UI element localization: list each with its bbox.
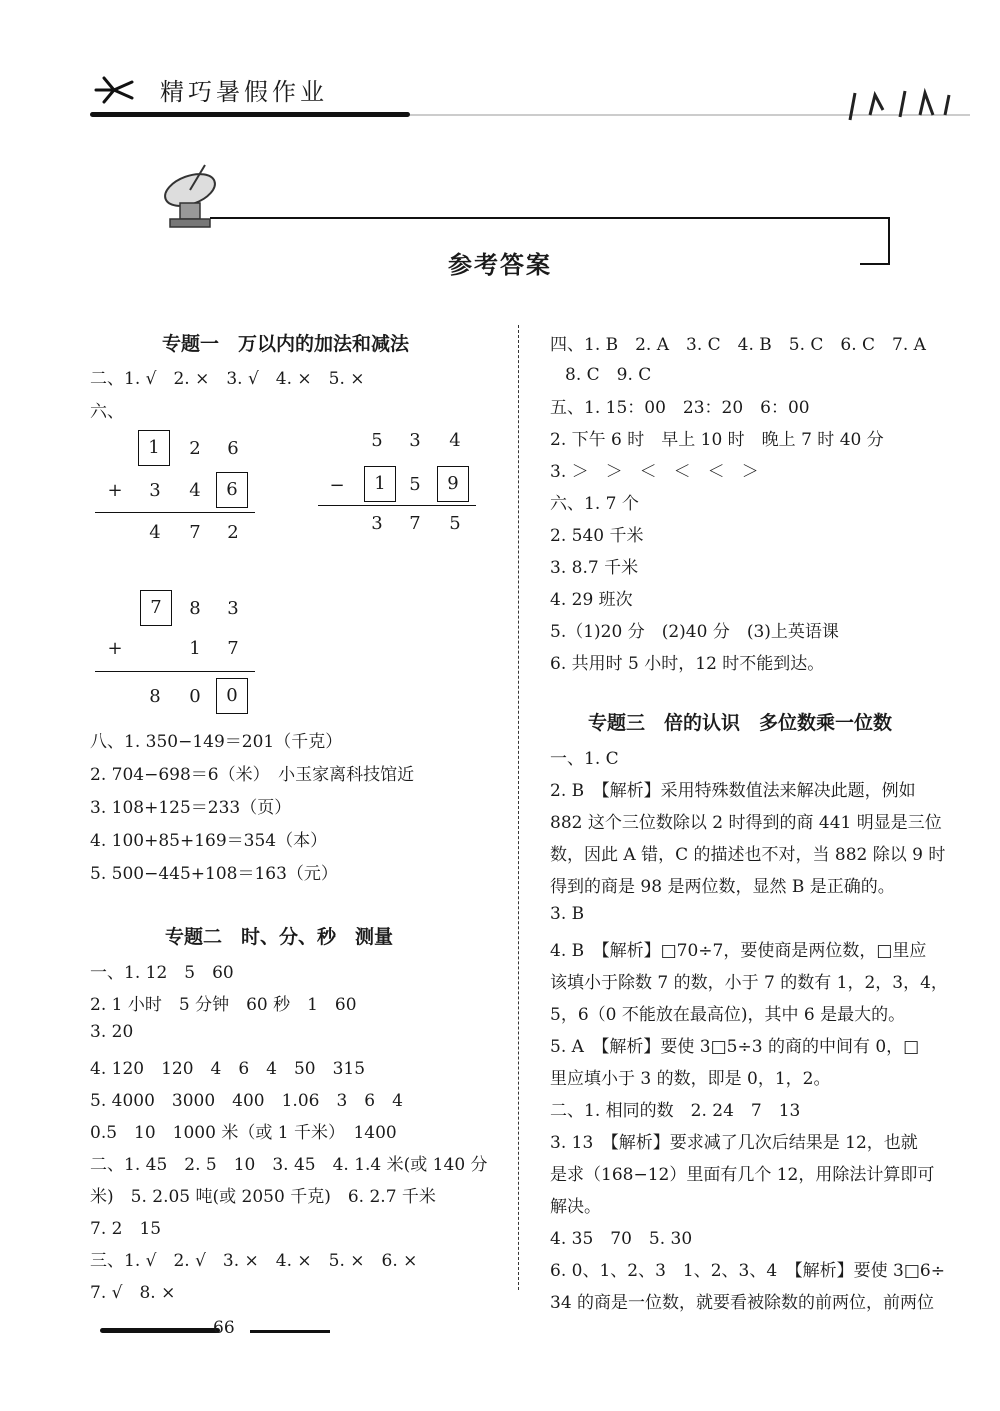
answer-line: 二、1. 45 2. 5 10 3. 45 4. 1.4 米(或 140 分	[90, 1155, 488, 1175]
page-number: 66	[213, 1318, 235, 1338]
answer-line: 二、1. √ 2. × 3. √ 4. × 5. ×	[90, 369, 365, 389]
answer-line: 3. ＞ ＞ ＜ ＜ ＜ ＞	[550, 462, 759, 482]
answer-line: 3. 20	[90, 1022, 134, 1042]
answer-box-digit: 1	[138, 430, 170, 466]
answer-line: 解决。	[550, 1197, 601, 1217]
answer-box-digit: 0	[216, 678, 248, 714]
answer-line: 二、1. 相同的数 2. 24 7 13	[550, 1101, 801, 1121]
answer-line: 该填小于除数 7 的数，小于 7 的数有 1，2，3，4，	[550, 973, 948, 993]
answer-line: 4. B 【解析】□70÷7，要使商是两位数，□里应	[550, 941, 927, 961]
answer-line: 2. 540 千米	[550, 526, 644, 546]
digit: 5	[449, 513, 461, 534]
digit: 8	[189, 598, 201, 619]
digit: 5	[409, 474, 421, 495]
footer-rule	[250, 1330, 330, 1333]
answer-line: 数，因此 A 错，C 的描述也不对，当 882 除以 9 时	[550, 845, 946, 865]
answer-line: 六、	[90, 402, 124, 422]
digit: 3	[227, 598, 239, 619]
answer-line: 3. 8.7 千米	[550, 558, 639, 578]
answer-line: 米) 5. 2.05 吨(或 2050 千克) 6. 2.7 千米	[90, 1187, 436, 1207]
answer-line: 3. 108+125＝233（页）	[90, 798, 292, 818]
answer-box-digit: 1	[364, 466, 396, 502]
answer-line: 六、1. 7 个	[550, 494, 639, 514]
digit: 4	[149, 522, 161, 543]
section-heading-3: 专题三 倍的认识 多位数乘一位数	[588, 712, 893, 734]
difference-line	[318, 505, 476, 506]
answer-line: 0.5 10 1000 米（或 1 千米） 1400	[90, 1123, 397, 1143]
answer-line: 34 的商是一位数，就要看被除数的前两位，前两位	[550, 1293, 935, 1313]
answer-line: 5. 500−445+108＝163（元）	[90, 864, 338, 884]
answer-line: 8. C 9. C	[565, 365, 652, 385]
answer-line: 6. 共用时 5 小时，12 时不能到达。	[550, 654, 825, 674]
answer-line: 三、1. √ 2. √ 3. × 4. × 5. × 6. ×	[90, 1251, 418, 1271]
answer-line: 6. 0、1、2、3 1、2、3、4 【解析】要使 3□6÷	[550, 1261, 945, 1281]
sum-line	[95, 671, 255, 672]
operator: +	[107, 638, 123, 659]
header-rule	[90, 112, 410, 117]
answer-line: 一、1. 12 5 60	[90, 963, 234, 983]
digit: 5	[371, 430, 383, 451]
satellite-dish-icon	[150, 155, 230, 235]
column-divider	[518, 325, 519, 1290]
footer-rule	[100, 1328, 220, 1333]
answer-line: 4. 35 70 5. 30	[550, 1229, 693, 1249]
answer-line: 2. B 【解析】采用特殊数值法来解决此题，例如	[550, 781, 916, 801]
section-heading-1: 专题一 万以内的加法和减法	[162, 333, 410, 355]
answer-line: 五、1. 15：00 23：20 6：00	[550, 398, 810, 418]
digit: 2	[227, 522, 239, 543]
answer-line: 是求（168−12）里面有几个 12，用除法计算即可	[550, 1165, 935, 1185]
answer-line: 4. 29 班次	[550, 590, 633, 610]
answer-line: 2. 704−698＝6（米） 小玉家离科技馆近	[90, 765, 415, 785]
page-title: 参考答案	[448, 251, 552, 279]
answer-line: 5. A 【解析】要使 3□5÷3 的商的中间有 0，□	[550, 1037, 920, 1057]
answer-line: 7. 2 15	[90, 1219, 162, 1239]
digit: 2	[189, 438, 201, 459]
digit: 7	[409, 513, 421, 534]
answer-box-digit: 9	[437, 466, 469, 502]
header-title: 精巧暑假作业	[160, 78, 328, 106]
operator: −	[329, 475, 345, 496]
digit: 0	[189, 686, 201, 707]
answer-line: 7. √ 8. ×	[90, 1283, 176, 1303]
answer-line: 2. 1 小时 5 分钟 60 秒 1 60	[90, 995, 357, 1015]
answer-line: 4. 120 120 4 6 4 50 315	[90, 1059, 366, 1079]
digit: 6	[227, 438, 239, 459]
title-rule	[210, 217, 890, 219]
section-heading-2: 专题二 时、分、秒 测量	[165, 926, 394, 948]
answer-box-digit: 6	[216, 472, 248, 508]
answer-line: 4. 100+85+169＝354（本）	[90, 831, 328, 851]
digit: 8	[149, 686, 161, 707]
answer-line: 3. B	[550, 904, 585, 924]
answer-line: 四、1. B 2. A 3. C 4. B 5. C 6. C 7. A	[550, 335, 926, 355]
answer-line: 2. 下午 6 时 早上 10 时 晚上 7 时 40 分	[550, 430, 884, 450]
digit: 7	[227, 638, 239, 659]
flower-icon	[92, 72, 140, 108]
answer-line: 里应填小于 3 的数，即是 0，1，2。	[550, 1069, 831, 1089]
answer-line: 5. 4000 3000 400 1.06 3 6 4	[90, 1091, 403, 1111]
answer-line: 3. 13 【解析】要求减了几次后结果是 12，也就	[550, 1133, 918, 1153]
answer-line: 882 这个三位数除以 2 时得到的商 441 明显是三位	[550, 813, 942, 833]
answer-line: 5，6（0 不能放在最高位)，其中 6 是最大的。	[550, 1005, 906, 1025]
sum-line	[95, 512, 255, 513]
answer-line: 得到的商是 98 是两位数，显然 B 是正确的。	[550, 877, 895, 897]
digit: 7	[189, 522, 201, 543]
digit: 4	[449, 430, 461, 451]
digit: 3	[409, 430, 421, 451]
answer-line: 八、1. 350−149＝201（千克）	[90, 732, 343, 752]
operator: +	[107, 480, 123, 501]
decorative-scribble-icon	[845, 85, 955, 125]
digit: 3	[149, 480, 161, 501]
answer-line: 5.（1)20 分 (2)40 分 (3)上英语课	[550, 622, 839, 642]
digit: 1	[189, 638, 201, 659]
answer-box-digit: 7	[140, 590, 172, 626]
answer-line: 一、1. C	[550, 749, 619, 769]
digit: 4	[189, 480, 201, 501]
digit: 3	[371, 513, 383, 534]
